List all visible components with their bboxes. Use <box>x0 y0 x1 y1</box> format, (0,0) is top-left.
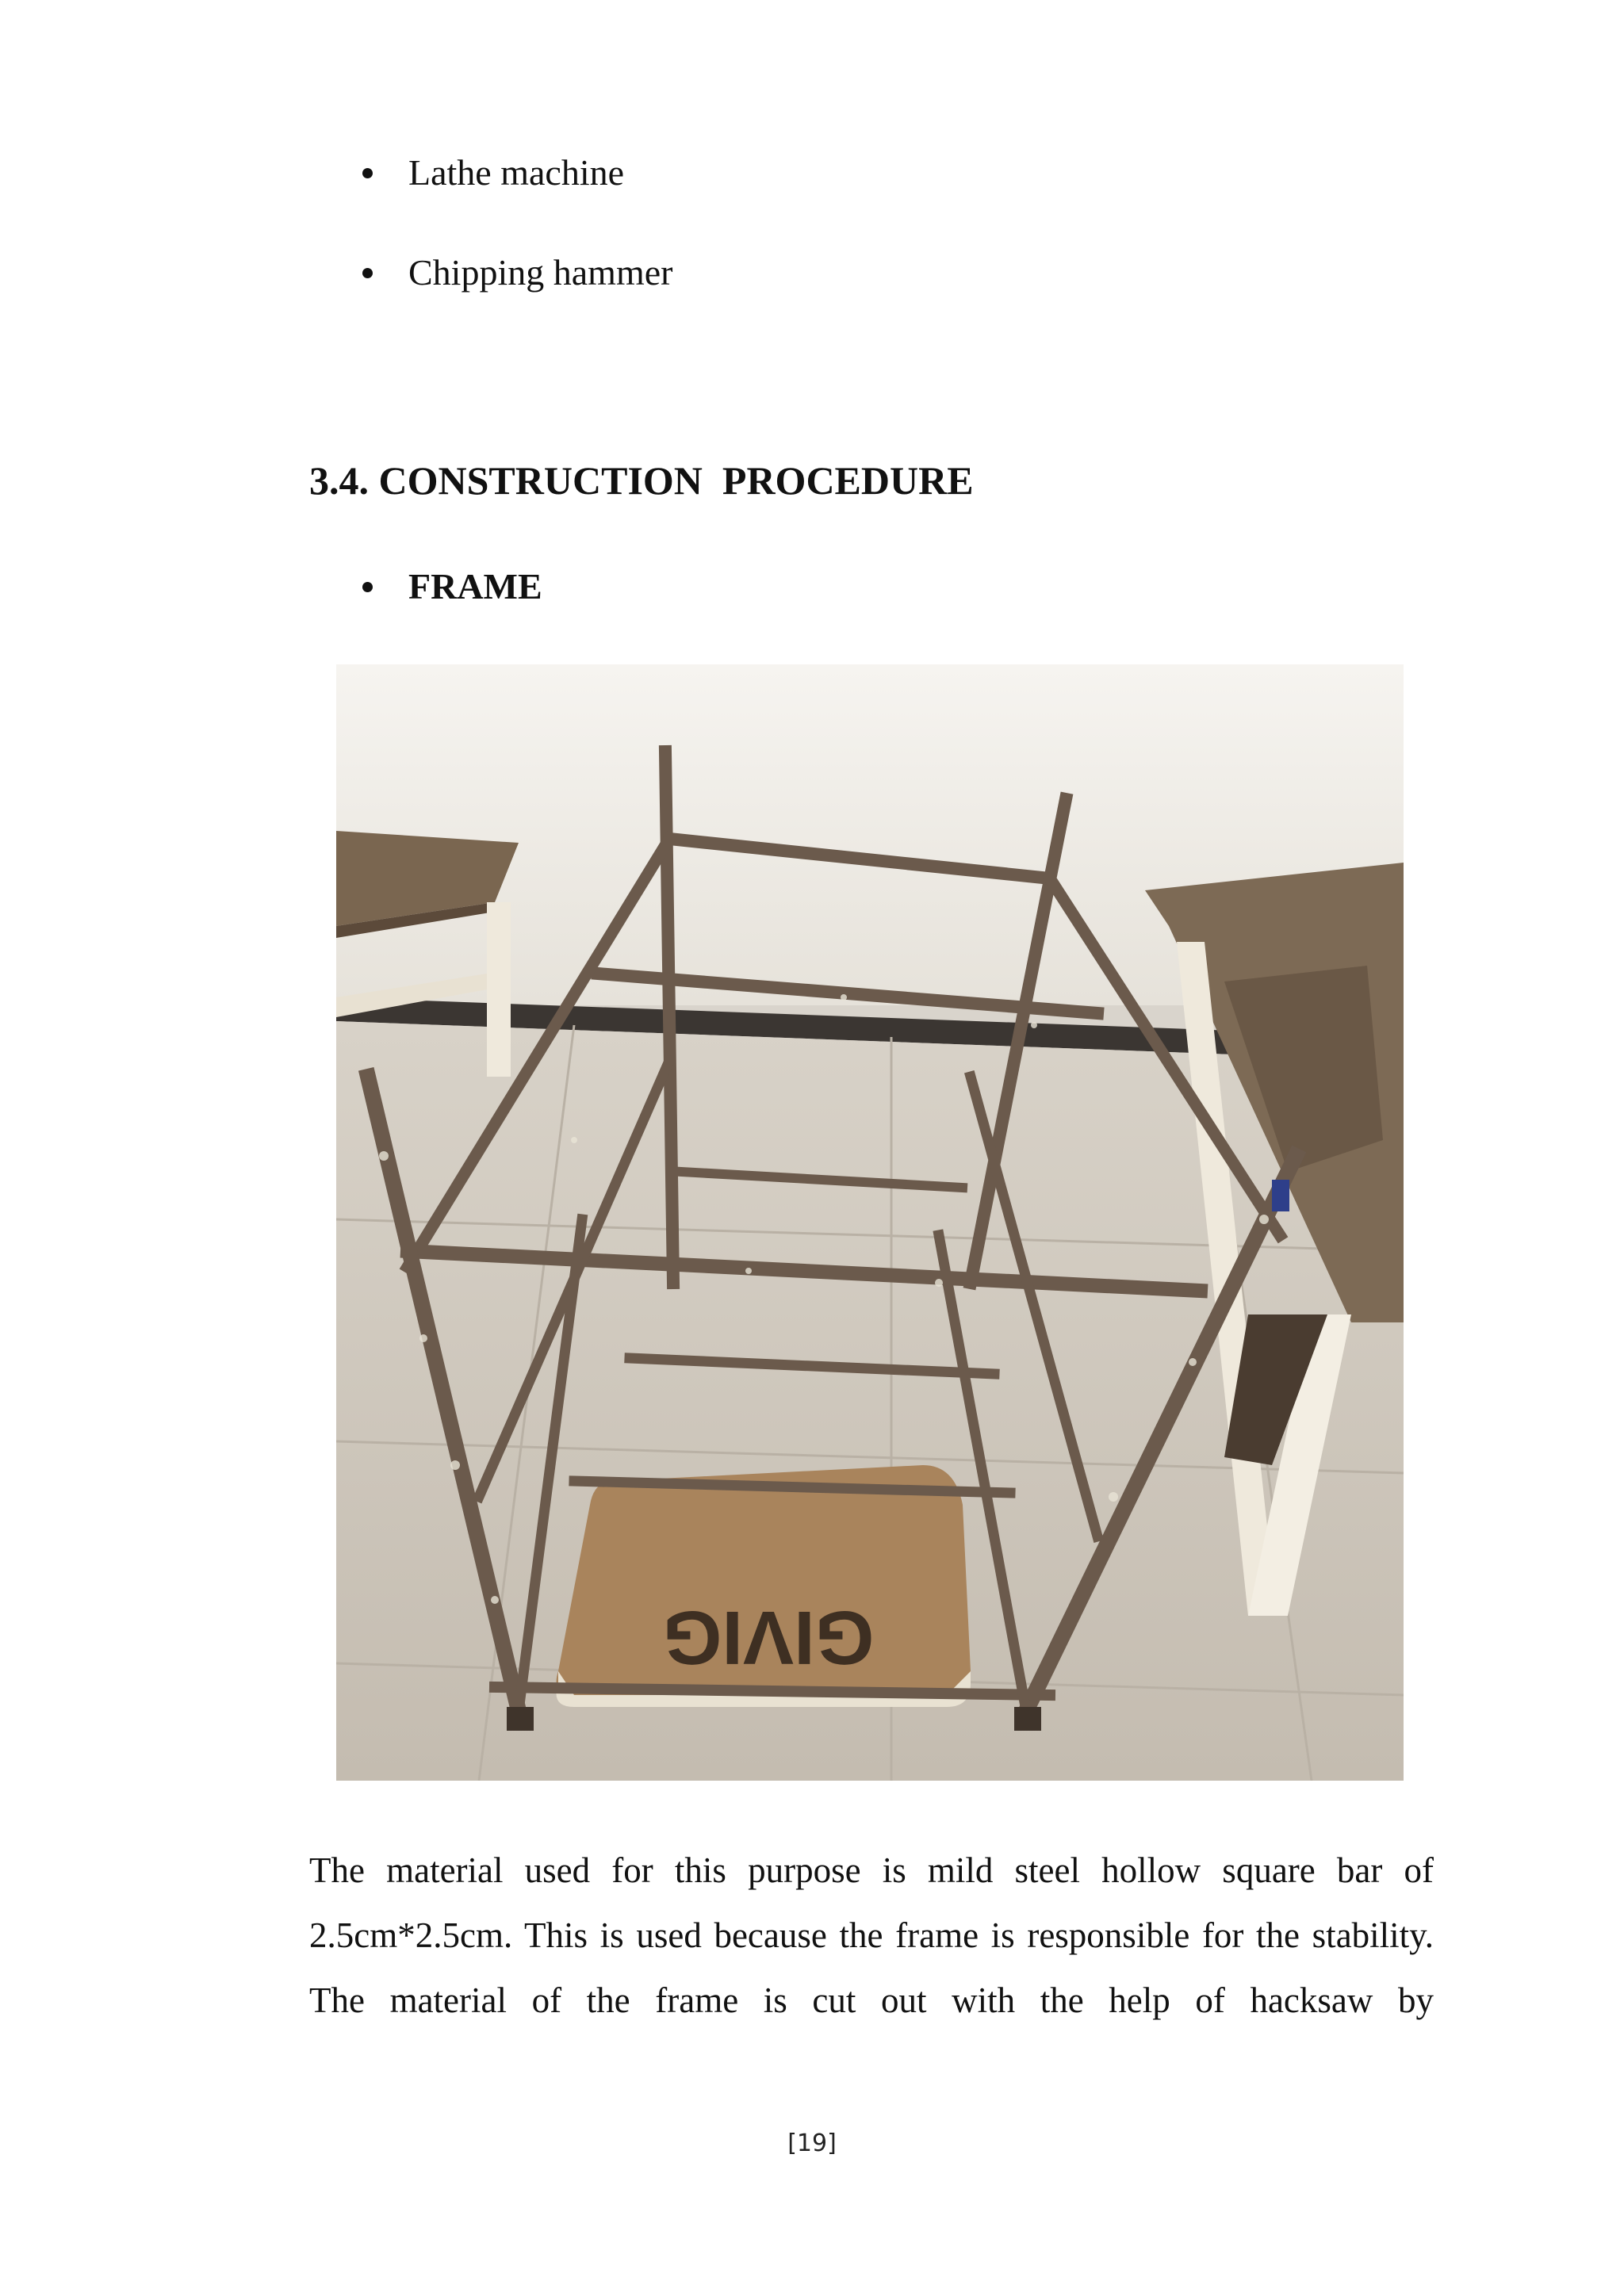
bullet-text: Lathe machine <box>408 152 625 193</box>
sub-bullet-frame <box>362 564 542 609</box>
foot-left <box>507 1707 534 1731</box>
page-number: [19] <box>787 2130 837 2157</box>
body-paragraph: The material used for this purpose is mild steel hollow square bar of 2.5cm*2.5cm. This is used because the frame is responsible for the stability. The material of the frame is cut out with the help of hacksaw by <box>309 1850 1434 2020</box>
frame-photo-illustration <box>336 664 1404 1781</box>
section-heading: 3.4. CONSTRUCTION PROCEDURE <box>309 458 974 503</box>
base-board-label: GIVIG <box>662 1595 875 1680</box>
bullet-item-chipping-hammer <box>362 251 672 295</box>
tools-bullet-list <box>362 151 672 350</box>
bullet-dot-icon <box>362 168 373 178</box>
left-table-leg <box>487 902 511 1077</box>
sticker <box>1272 1180 1289 1211</box>
bullet-dot-icon <box>362 582 373 592</box>
sub-bullet-text: FRAME <box>408 566 542 607</box>
bullet-dot-icon <box>362 268 373 278</box>
frame-photo <box>336 664 1404 1781</box>
bullet-item-lathe <box>362 151 672 195</box>
bullet-text: Chipping hammer <box>408 252 673 293</box>
foot-right <box>1014 1707 1041 1731</box>
